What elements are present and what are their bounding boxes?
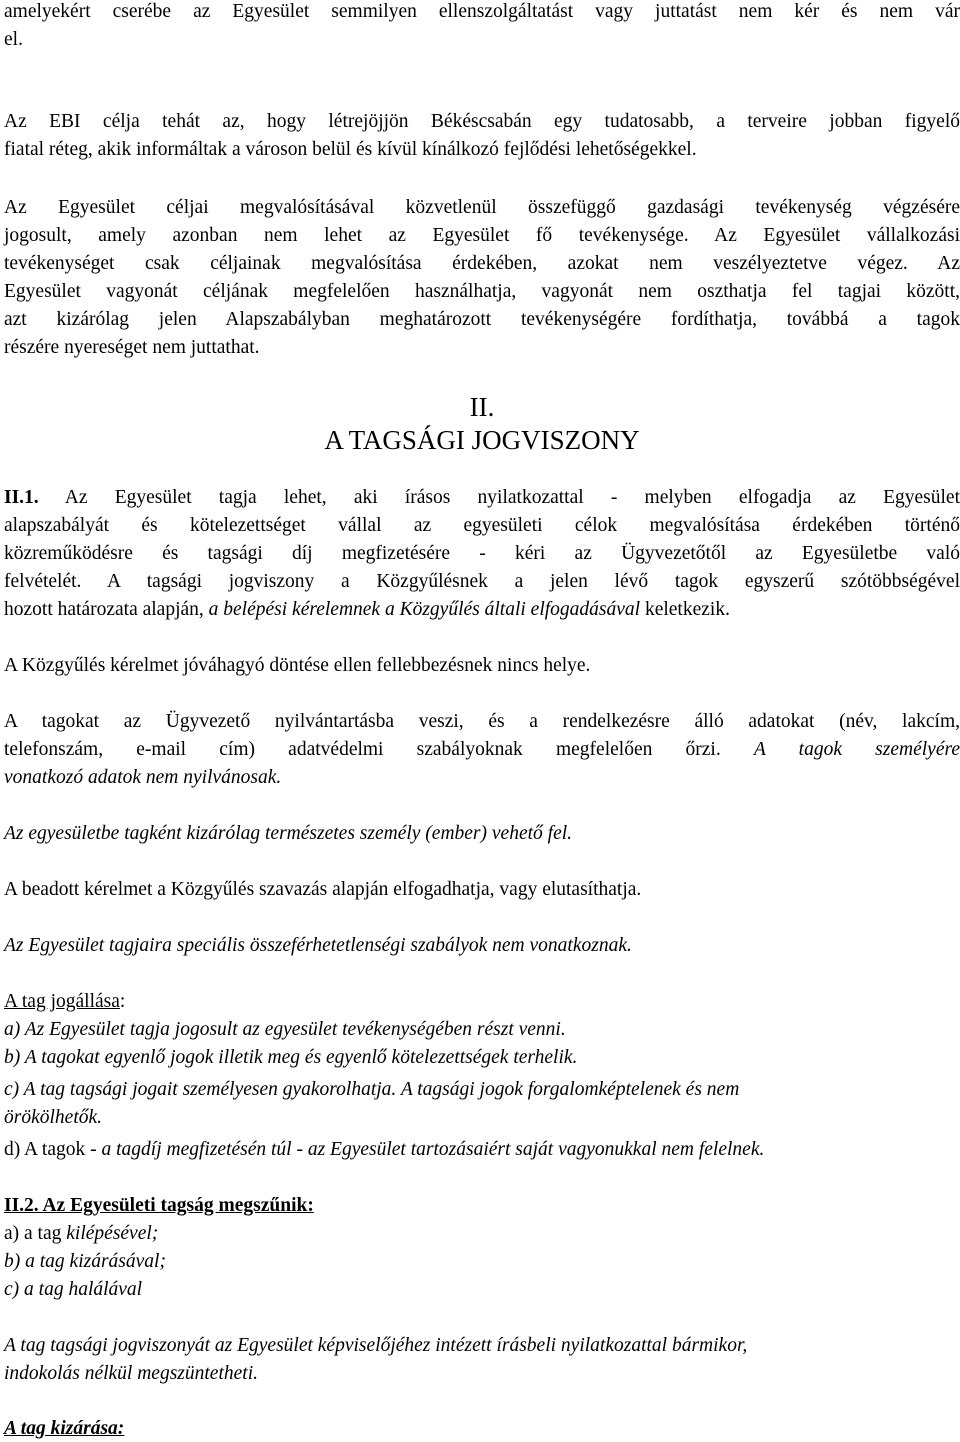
status-item-a-text: a) Az Egyesület tagja jogosult az egyesület tevékenységében részt venni. xyxy=(4,1019,566,1040)
termination-item-c xyxy=(4,1276,142,1303)
conflict-line xyxy=(4,932,632,959)
economic-line-4: Egyesület vagyonát céljának megfelelően használhatja, vagyonát nem oszthatja fel tagjai között, xyxy=(4,281,960,302)
status-item-b-text: b) A tagokat egyenlő jogok illetik meg és egyenlő kötelezettségek terhelik. xyxy=(4,1047,578,1068)
withdraw-line-1 xyxy=(4,1332,747,1359)
membership-label: II.1. xyxy=(4,487,39,508)
appeal-line: A Közgyűlés kérelmet jóváhagyó döntése ellen fellebbezésnek nincs helye. xyxy=(4,655,591,676)
status-heading-colon: : xyxy=(119,991,126,1012)
status-item-d-text-b: a tagdíj megfizetésén túl - az Egyesület tartozásaiért saját vagyonukkal nem felelnek. xyxy=(101,1139,765,1160)
records-text-3: vonatkozó adatok nem nyilvánosak. xyxy=(4,767,282,788)
status-item-c-text-2: örökölhetők. xyxy=(4,1107,103,1128)
status-item-d-text-a: d) A tagok - xyxy=(4,1139,102,1160)
records-text-2b: A tagok személyére xyxy=(753,739,960,760)
termination-heading xyxy=(4,1192,314,1219)
expulsion-heading xyxy=(4,1415,124,1442)
economic-line-6: részére nyereséget nem juttathat. xyxy=(4,337,260,358)
membership-line-4: felvételét. A tagsági jogviszony a Közgyűlésnek a jelen lévő tagok egyszerű szótöbbségével xyxy=(4,571,960,592)
status-item-d xyxy=(4,1136,764,1163)
withdraw-text-2: indokolás nélkül megszüntetheti. xyxy=(4,1363,258,1384)
section-number: II. xyxy=(469,392,495,422)
termination-item-b xyxy=(4,1248,166,1275)
termination-item-a xyxy=(4,1220,158,1247)
intro-line-2: el. xyxy=(4,29,23,50)
membership-line-5 xyxy=(4,596,730,623)
conflict-text: Az Egyesület tagjaira speciális összeférhetetlenségi szabályok nem vonatkoznak. xyxy=(4,935,632,956)
records-line-1: A tagokat az Ügyvezető nyilvántartásba veszi, és a rendelkezésre álló adatokat (név, lakcím, xyxy=(4,711,960,732)
status-item-a xyxy=(4,1016,566,1043)
membership-line-2: alapszabályát és kötelezettséget vállal az egyesületi célok megvalósítása érdekében történő xyxy=(4,515,960,536)
membership-line-3: közreműködésre és tagsági díj megfizetésére - kéri az Ügyvezetőtől az Egyesületbe való xyxy=(4,543,960,564)
termination-item-c-text: c) a tag halálával xyxy=(4,1279,143,1300)
withdraw-line-2 xyxy=(4,1360,258,1387)
economic-line-2: jogosult, amely azonban nem lehet az Egyesület fő tevékenysége. Az Egyesület vállalkozási xyxy=(4,225,960,246)
records-line-2 xyxy=(4,736,960,763)
economic-line-1: Az Egyesület céljai megvalósításával közvetlenül összefüggő gazdasági tevékenység végzésére xyxy=(4,197,960,218)
intro-line-1: amelyekért cserébe az Egyesület semmilyen ellenszolgáltatást vagy juttatást nem kér és nem vár xyxy=(4,1,960,22)
membership-text-5a: hozott határozata alapján, xyxy=(4,599,209,620)
membership-text-5c: keletkezik. xyxy=(640,599,730,620)
expulsion-heading-text: A tag kizárása: xyxy=(4,1418,125,1439)
economic-line-5: azt kizárólag jelen Alapszabályban meghatározott tevékenységére fordíthatja, továbbá a tagok xyxy=(4,309,960,330)
vote-line: A beadott kérelmet a Közgyűlés szavazás alapján elfogadhatja, vagy elutasíthatja. xyxy=(4,879,642,900)
withdraw-text-1: A tag tagsági jogviszonyát az Egyesület képviselőjéhez intézett írásbeli nyilatkozattal bármikor, xyxy=(4,1335,748,1356)
termination-item-a-text-b: kilépésével; xyxy=(66,1223,159,1244)
status-heading xyxy=(4,988,125,1015)
termination-heading-text: II.2. Az Egyesületi tagság megszűnik: xyxy=(4,1195,314,1216)
records-text-2a: telefonszám, e-mail cím) adatvédelmi szabályoknak megfelelően őrzi. xyxy=(4,739,754,760)
status-heading-text: A tag jogállása xyxy=(4,991,120,1012)
status-item-c-text-1: c) A tag tagsági jogait személyesen gyakorolhatja. A tagsági jogok forgalomképtelenek és nem xyxy=(4,1079,740,1100)
natural-person-text: Az egyesületbe tagként kizárólag természetes személy (ember) vehető fel. xyxy=(4,823,573,844)
economic-line-3: tevékenységet csak céljainak megvalósítása érdekében, azokat nem veszélyeztetve végez. Az xyxy=(4,253,960,274)
goal-line-1: Az EBI célja tehát az, hogy létrejöjjön Békéscsabán egy tudatosabb, a terveire jobban figyelő xyxy=(4,111,960,132)
goal-line-2: fiatal réteg, akik informáltak a városon belül és kívül kínálkozó fejlődési lehetőségekkel. xyxy=(4,139,697,160)
membership-text-1: Az Egyesület tagja lehet, aki írásos nyilatkozattal - melyben elfogadja az Egyesület xyxy=(38,487,960,508)
membership-line-1 xyxy=(4,484,960,511)
status-item-b xyxy=(4,1044,577,1071)
termination-item-b-text: b) a tag kizárásával; xyxy=(4,1251,166,1272)
records-line-3 xyxy=(4,764,281,791)
section-title: A TAGSÁGI JOGVISZONY xyxy=(324,425,640,455)
status-item-c-line-1 xyxy=(4,1076,739,1103)
natural-person-line xyxy=(4,820,572,847)
status-item-c-line-2 xyxy=(4,1104,102,1131)
termination-item-a-text-a: a) a tag xyxy=(4,1223,67,1244)
membership-text-5b: a belépési kérelemnek a Közgyűlés általi elfogadásával xyxy=(208,599,641,620)
